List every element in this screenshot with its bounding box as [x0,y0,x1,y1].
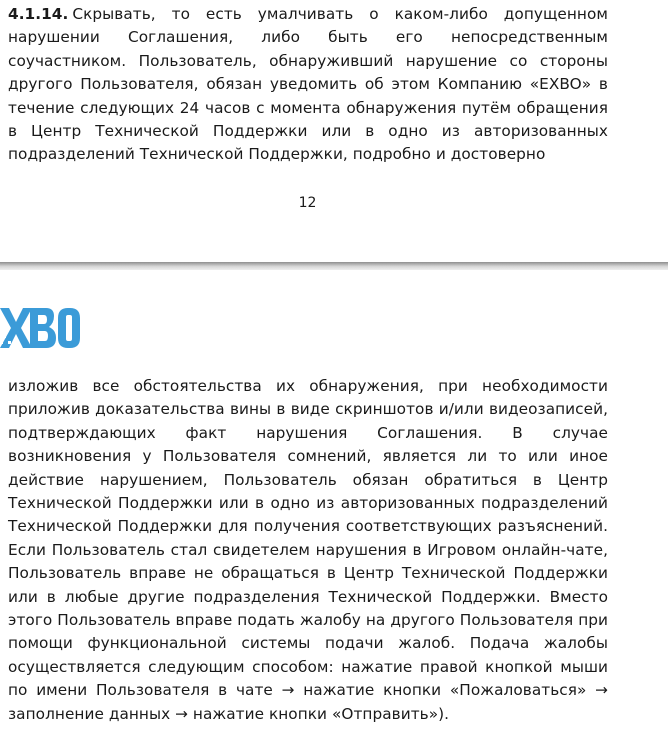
section-number: 4.1.14. [8,5,69,23]
page-separator [0,262,668,270]
document-page-13 [0,270,668,733]
document-page-12 [0,0,668,262]
exbo-logo [0,302,80,354]
clause-4-1-14-text [8,3,608,167]
page-number: 12 [298,195,317,211]
clause-4-1-14-continuation: изложив все обстоятельства их обнаружения, при необходимости приложив доказательства вины в виде скриншотов и/или видеозаписей, подтверждающих факт нарушения Соглашения. В случае возникновения у Пользователя сомнений, является ли то или иное действие нарушением, Пользователь обязан обратиться в Центр Технической Поддержки или в одно из авторизованных подразделений Технической Поддержки для получения соответствующих разъяснений. Если Пользователь стал свидетелем нарушения в Игровом онлайн-чате, Пользователь вправе не обращаться в Центр Технической Поддержки или в любые другие подразделения Технической Поддержки. Вместо этого Пользователь вправе подать жалобу на другого Пользователя при помощи функциональной системы подачи жалоб. Подача жалобы осуществляется следующим способом: нажатие правой кнопкой мыши по имени Пользователя в чате → нажатие кнопки «Пожаловаться» → заполнение данных → нажатие кнопки «Отправить»). [8,377,608,723]
clause-paragraph-start: Скрывать, то есть умалчивать о каком-либо допущенном нарушении Соглашения, либо быть его непосредственным соучастником. Пользователь, обнаруживший нарушение со стороны другого Пользователя, обязан уведомить об этом Компанию «EXBO» в течение следующих 24 часов с момента обнаружения путём обращения в Центр Технической Поддержки или в одно из авторизованных подразделений Технической Поддержки, подробно и достоверно [8,5,608,164]
